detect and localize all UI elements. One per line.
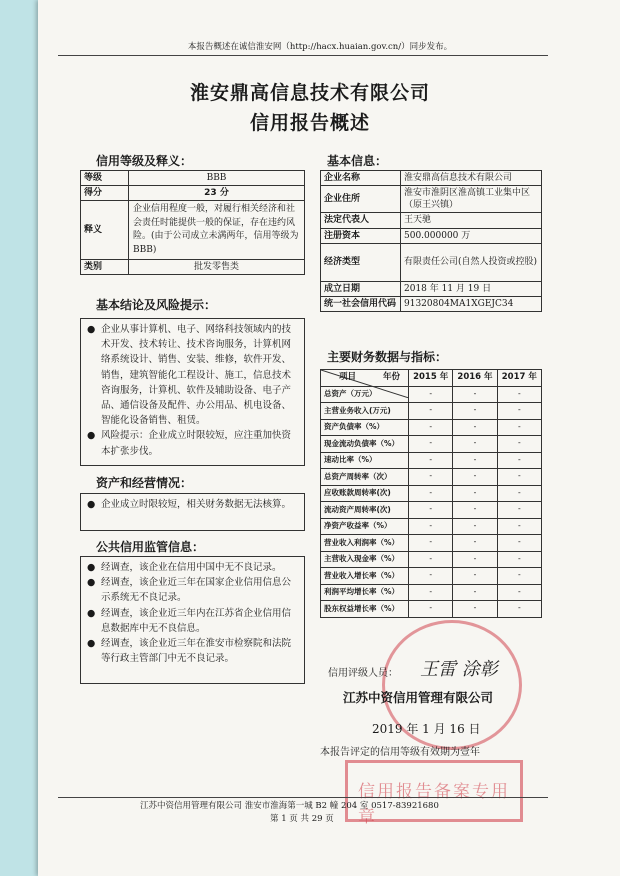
rating-label: 等级 bbox=[81, 171, 129, 186]
list-item: ● 经调查，该企业近三年在国家企业信用信息公示系统无不良记录。 bbox=[87, 575, 298, 605]
financial-value: - bbox=[453, 601, 497, 618]
table-row bbox=[321, 186, 542, 213]
capital-label: 注册资本 bbox=[321, 228, 401, 243]
conclusion-section-title: 基本结论及风险提示： bbox=[96, 298, 217, 312]
econ-type-label: 经济类型 bbox=[321, 243, 401, 281]
financial-value: - bbox=[497, 485, 541, 502]
table-row bbox=[321, 419, 542, 436]
financial-value: - bbox=[453, 535, 497, 552]
financial-value: - bbox=[409, 535, 453, 552]
financial-value: - bbox=[409, 502, 453, 519]
table-row bbox=[321, 281, 542, 296]
financial-value: - bbox=[409, 568, 453, 585]
table-row bbox=[321, 568, 542, 585]
publish-note: 本报告概述在诚信淮安网（http://hacx.huaian.gov.cn/）同步发布。 bbox=[187, 42, 453, 52]
financial-rows bbox=[321, 386, 542, 617]
financial-value: - bbox=[453, 419, 497, 436]
validity-note: 本报告评定的信用等级有效期为壹年 bbox=[320, 747, 480, 758]
credit-code-label: 统一社会信用代码 bbox=[321, 296, 401, 311]
rater-label: 信用评级人员： bbox=[328, 668, 398, 679]
table-row bbox=[321, 502, 542, 519]
financial-value: - bbox=[453, 502, 497, 519]
supervision-box bbox=[80, 556, 305, 684]
table-row bbox=[321, 452, 542, 469]
business-scope-text: 企业从事计算机、电子、网络科技领域内的技术开发、技术转让、技术咨询服务，计算机网络系统设计、销售、安装、维修，软件开发、销售，建筑智能化工程设计、施工，信息技术咨询服务，计算机、软件及辅助设备、电子产品、通信设备及配件、办公用品、机电设备、智能化设备销售、租赁。 bbox=[101, 324, 292, 427]
table-row bbox=[81, 201, 305, 260]
financial-value: - bbox=[453, 452, 497, 469]
report-date: 2019 年 1 月 16 日 bbox=[372, 722, 481, 736]
operation-section-title: 资产和经营情况： bbox=[96, 476, 193, 490]
financial-value: - bbox=[497, 469, 541, 486]
page-number: 第 1 页 共 29 页 bbox=[270, 814, 334, 824]
table-row bbox=[321, 213, 542, 228]
financial-metric-label: 速动比率（%） bbox=[321, 452, 409, 469]
table-row bbox=[321, 171, 542, 186]
rating-grade: BBB bbox=[129, 171, 305, 186]
table-row bbox=[321, 370, 542, 387]
table-row bbox=[321, 518, 542, 535]
address-value: 淮安市淮阴区淮高镇工业集中区（原王兴镇） bbox=[401, 186, 542, 213]
financial-value: - bbox=[497, 584, 541, 601]
supervision-section-title: 公共信用监管信息： bbox=[96, 540, 205, 554]
table-row bbox=[321, 485, 542, 502]
operation-text: 企业成立时限较短，相关财务数据无法核算。 bbox=[101, 499, 292, 510]
supervision-item-3: 经调查，该企业近三年内在江苏省企业信用信息数据库中无不良信息。 bbox=[101, 607, 292, 634]
conclusion-box bbox=[80, 318, 305, 466]
table-row bbox=[321, 601, 542, 618]
table-row bbox=[321, 243, 542, 281]
table-row bbox=[321, 469, 542, 486]
item-header: 项目 bbox=[339, 372, 357, 383]
financial-value: - bbox=[453, 386, 497, 403]
company-name-label: 企业名称 bbox=[321, 171, 401, 186]
rating-table bbox=[80, 170, 305, 275]
financial-value: - bbox=[409, 403, 453, 420]
supervision-item-1: 经调查，该企业在信用中国中无不良记录。 bbox=[101, 562, 282, 573]
table-row bbox=[321, 436, 542, 453]
financial-metric-label: 净资产收益率（%） bbox=[321, 518, 409, 535]
financial-value: - bbox=[453, 403, 497, 420]
financial-metric-label: 股东权益增长率（%） bbox=[321, 601, 409, 618]
financial-metric-label: 现金流动负债率（%） bbox=[321, 436, 409, 453]
year-2016: 2016 年 bbox=[453, 370, 497, 387]
definition-label: 释义 bbox=[81, 201, 129, 260]
report-title: 信用报告概述 bbox=[249, 112, 370, 134]
financial-value: - bbox=[497, 452, 541, 469]
financial-value: - bbox=[409, 436, 453, 453]
financial-metric-label: 营业收入增长率（%） bbox=[321, 568, 409, 585]
financial-metric-label: 总资产周转率（次） bbox=[321, 469, 409, 486]
financial-value: - bbox=[409, 518, 453, 535]
financial-metric-label: 主营收入现金率（%） bbox=[321, 551, 409, 568]
financial-metric-label: 主营业务收入(万元) bbox=[321, 403, 409, 420]
list-item: ● 经调查，该企业在信用中国中无不良记录。 bbox=[87, 560, 298, 575]
rater-signature: 王雷 涂彰 bbox=[420, 659, 498, 680]
supervision-item-2: 经调查，该企业近三年在国家企业信用信息公示系统无不良记录。 bbox=[101, 577, 292, 604]
basic-section-title: 基本信息： bbox=[327, 154, 388, 168]
rating-category: 批发零售类 bbox=[129, 260, 305, 275]
financial-metric-label: 流动资产周转率(次) bbox=[321, 502, 409, 519]
filing-stamp bbox=[345, 760, 523, 827]
financial-value: - bbox=[453, 469, 497, 486]
company-name-value: 淮安鼎高信息技术有限公司 bbox=[401, 171, 542, 186]
credit-code-value: 91320804MA1XGEJC34 bbox=[401, 296, 542, 311]
list-item: ● 风险提示：企业成立时限较短，应注重加快资本扩张步伐。 bbox=[87, 428, 298, 458]
table-row bbox=[321, 296, 542, 311]
financial-table bbox=[320, 369, 542, 618]
table-row bbox=[321, 403, 542, 420]
operation-box bbox=[80, 493, 305, 531]
rating-company: 江苏中资信用管理有限公司 bbox=[343, 690, 494, 705]
corner-cell bbox=[321, 370, 409, 387]
list-item: ● 经调查，该企业近三年内在江苏省企业信用信息数据库中无不良信息。 bbox=[87, 606, 298, 636]
financial-value: - bbox=[409, 601, 453, 618]
company-title: 淮安鼎高信息技术有限公司 bbox=[189, 82, 430, 104]
financial-value: - bbox=[453, 485, 497, 502]
financial-value: - bbox=[497, 551, 541, 568]
financial-value: - bbox=[409, 469, 453, 486]
supervision-item-4: 经调查，该企业近三年在淮安市检察院和法院等行政主管部门中无不良记录。 bbox=[101, 637, 292, 665]
table-row bbox=[81, 260, 305, 275]
address-label: 企业住所 bbox=[321, 186, 401, 213]
filing-stamp-text: 信用报告备案专用章 bbox=[358, 782, 510, 827]
table-row bbox=[321, 551, 542, 568]
rating-score: 23 分 bbox=[129, 186, 305, 201]
financial-value: - bbox=[497, 535, 541, 552]
score-label: 得分 bbox=[81, 186, 129, 201]
footer-contact: 江苏中资信用管理有限公司 淮安市淮海第一城 B2 幢 204 室 0517-83921680 bbox=[140, 801, 439, 811]
legal-rep-label: 法定代表人 bbox=[321, 213, 401, 228]
financial-value: - bbox=[497, 518, 541, 535]
year-header: 年份 bbox=[382, 372, 400, 382]
financial-section-title: 主要财务数据与指标： bbox=[327, 350, 448, 364]
financial-value: - bbox=[497, 436, 541, 453]
financial-metric-label: 营业收入利润率（%） bbox=[321, 535, 409, 552]
table-row bbox=[321, 535, 542, 552]
list-item: ● 企业从事计算机、电子、网络科技领域内的技术开发、技术转让、技术咨询服务，计算机网络系统设计、销售、安装、维修，软件开发、销售，建筑智能化工程设计、施工，信息技术咨询服务，计算机、软件及辅助设备、电子产品、通信设备及配件、办公用品、机电设备、智能化设备销售、租赁。 bbox=[87, 322, 298, 428]
rating-definition: 企业信用程度一般，对履行相关经济和社会责任时能提供一般的保证，存在违约风险。(由于公司成立未满两年，信用等级为BBB) bbox=[129, 201, 305, 260]
financial-value: - bbox=[497, 403, 541, 420]
header-divider bbox=[58, 55, 548, 56]
financial-value: - bbox=[409, 584, 453, 601]
capital-value: 500.000000 万 bbox=[401, 228, 542, 243]
year-2017: 2017 年 bbox=[497, 370, 541, 387]
table-row bbox=[321, 584, 542, 601]
financial-value: - bbox=[409, 386, 453, 403]
table-row bbox=[81, 186, 305, 201]
list-item: ● 企业成立时限较短，相关财务数据无法核算。 bbox=[87, 497, 298, 512]
table-row bbox=[81, 171, 305, 186]
year-2015: 2015 年 bbox=[409, 370, 453, 387]
table-row bbox=[321, 228, 542, 243]
footer-divider bbox=[58, 797, 548, 798]
financial-value: - bbox=[409, 485, 453, 502]
legal-rep-value: 王天驰 bbox=[401, 213, 542, 228]
financial-metric-label: 资产负债率（%） bbox=[321, 419, 409, 436]
financial-value: - bbox=[453, 568, 497, 585]
financial-value: - bbox=[453, 584, 497, 601]
financial-value: - bbox=[453, 518, 497, 535]
financial-value: - bbox=[497, 568, 541, 585]
financial-value: - bbox=[497, 502, 541, 519]
basic-info-table bbox=[320, 170, 542, 312]
financial-value: - bbox=[497, 601, 541, 618]
rating-section-title: 信用等级及释义： bbox=[96, 154, 193, 168]
financial-value: - bbox=[409, 551, 453, 568]
founded-value: 2018 年 11 月 19 日 bbox=[401, 281, 542, 296]
financial-value: - bbox=[497, 386, 541, 403]
risk-warning-text: 风险提示：企业成立时限较短，应注重加快资本扩张步伐。 bbox=[101, 430, 292, 457]
financial-value: - bbox=[453, 551, 497, 568]
founded-label: 成立日期 bbox=[321, 281, 401, 296]
category-label: 类别 bbox=[81, 260, 129, 275]
financial-value: - bbox=[497, 419, 541, 436]
econ-type-value: 有限责任公司(自然人投资或控股) bbox=[401, 243, 542, 281]
financial-metric-label: 利润平均增长率（%） bbox=[321, 584, 409, 601]
financial-metric-label: 总资产（万元） bbox=[321, 386, 409, 403]
financial-value: - bbox=[409, 419, 453, 436]
financial-metric-label: 应收账款周转率(次) bbox=[321, 485, 409, 502]
financial-value: - bbox=[409, 452, 453, 469]
list-item: ● 经调查，该企业近三年在淮安市检察院和法院等行政主管部门中无不良记录。 bbox=[87, 636, 298, 666]
financial-value: - bbox=[453, 436, 497, 453]
